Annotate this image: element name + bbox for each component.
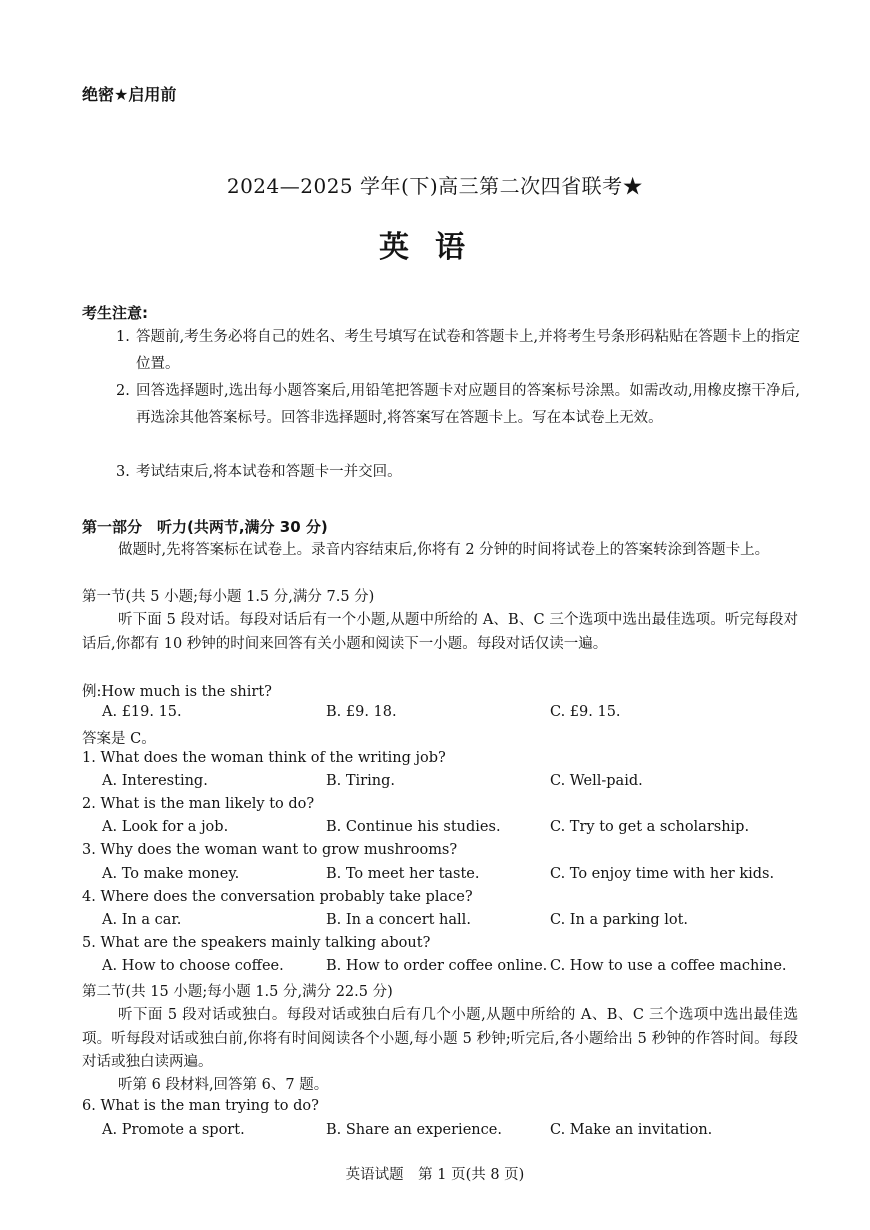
question-3: 3. Why does the woman want to grow mushrooms?	[82, 842, 458, 858]
page-footer: 英语试题 第 1 页(共 8 页)	[345, 1167, 525, 1183]
section-heading: 第一节(共 5 小题;每小题 1.5 分,满分 7.5 分)	[82, 589, 375, 605]
question-5-option-c: C. How to use a coffee machine.	[550, 958, 787, 974]
notice-item-number: 2.	[116, 383, 130, 399]
part-intro: 做题时,先将答案标在试卷上。录音内容结束后,你将有 2 分钟的时间将试卷上的答案转涂到答题卡上。	[118, 542, 770, 558]
notice-item	[116, 324, 800, 378]
question-4: 4. Where does the conversation probably take place?	[82, 889, 473, 905]
example-option-c: C. £9. 15.	[550, 704, 621, 720]
material-note: 听第 6 段材料,回答第 6、7 题。	[118, 1077, 329, 1093]
question-4-option-c: C. In a parking lot.	[550, 912, 689, 928]
example-option-a: A. £19. 15.	[102, 704, 182, 720]
notice-heading: 考生注意:	[82, 304, 148, 322]
question-6-option-a: A. Promote a sport.	[102, 1122, 245, 1138]
subject-title: 英语	[379, 230, 491, 265]
question-6: 6. What is the man trying to do?	[82, 1098, 319, 1114]
section-instructions: 听下面 5 段对话。每段对话后有一个小题,从题中所给的 A、B、C 三个选项中选出最佳选项。听完每段对话后,你都有 10 秒钟的时间来回答有关小题和阅读下一小题。每段对话仅读一遍。	[82, 612, 798, 652]
notice-item-number: 3.	[116, 464, 130, 480]
question-2: 2. What is the man likely to do?	[82, 796, 315, 812]
question-5-option-b: B. How to order coffee online.	[326, 958, 548, 974]
example-answer: 答案是 C。	[82, 731, 156, 747]
notice-item-text: 回答选择题时,选出每小题答案后,用铅笔把答题卡对应题目的答案标号涂黑。如需改动,用橡皮擦干净后,再选涂其他答案标号。回答非选择题时,将答案写在答题卡上。写在本试卷上无效。	[136, 383, 800, 426]
question-4-option-b: B. In a concert hall.	[326, 912, 471, 928]
example-question: 例:How much is the shirt?	[82, 684, 272, 700]
question-4-option-a: A. In a car.	[102, 912, 182, 928]
question-3-option-c: C. To enjoy time with her kids.	[550, 866, 775, 882]
example-option-b: B. £9. 18.	[326, 704, 397, 720]
notice-item-number: 1.	[116, 329, 130, 345]
question-1-option-b: B. Tiring.	[326, 773, 395, 789]
question-5: 5. What are the speakers mainly talking about?	[82, 935, 431, 951]
question-1-option-c: C. Well-paid.	[550, 773, 643, 789]
part-heading: 第一部分 听力(共两节,满分 30 分)	[82, 518, 328, 536]
question-1: 1. What does the woman think of the writing job?	[82, 750, 446, 766]
question-5-option-a: A. How to choose coffee.	[102, 958, 284, 974]
question-2-option-c: C. Try to get a scholarship.	[550, 819, 750, 835]
question-1-option-a: A. Interesting.	[102, 773, 208, 789]
notice-item-text: 答题前,考生务必将自己的姓名、考生号填写在试卷和答题卡上,并将考生号条形码粘贴在答题卡上的指定位置。	[136, 329, 800, 372]
section-heading: 第二节(共 15 小题;每小题 1.5 分,满分 22.5 分)	[82, 984, 393, 1000]
notice-item-text: 考试结束后,将本试卷和答题卡一并交回。	[136, 464, 402, 480]
exam-title: 2024—2025 学年(下)高三第二次四省联考★	[226, 174, 644, 198]
question-6-option-c: C. Make an invitation.	[550, 1122, 713, 1138]
question-2-option-a: A. Look for a job.	[102, 819, 229, 835]
question-3-option-a: A. To make money.	[102, 866, 240, 882]
secret-label: 绝密★启用前	[82, 85, 177, 104]
notice-item	[116, 459, 800, 486]
question-2-option-b: B. Continue his studies.	[326, 819, 501, 835]
notice-item	[116, 378, 800, 432]
question-6-option-b: B. Share an experience.	[326, 1122, 502, 1138]
question-3-option-b: B. To meet her taste.	[326, 866, 480, 882]
section-instructions: 听下面 5 段对话或独白。每段对话或独白后有几个小题,从题中所给的 A、B、C 三个选项中选出最佳选项。听每段对话或独白前,你将有时间阅读各个小题,每小题 5 秒钟;听完后,各小题给出 5 秒钟的作答时间。每段对话或独白读两遍。	[82, 1007, 798, 1070]
